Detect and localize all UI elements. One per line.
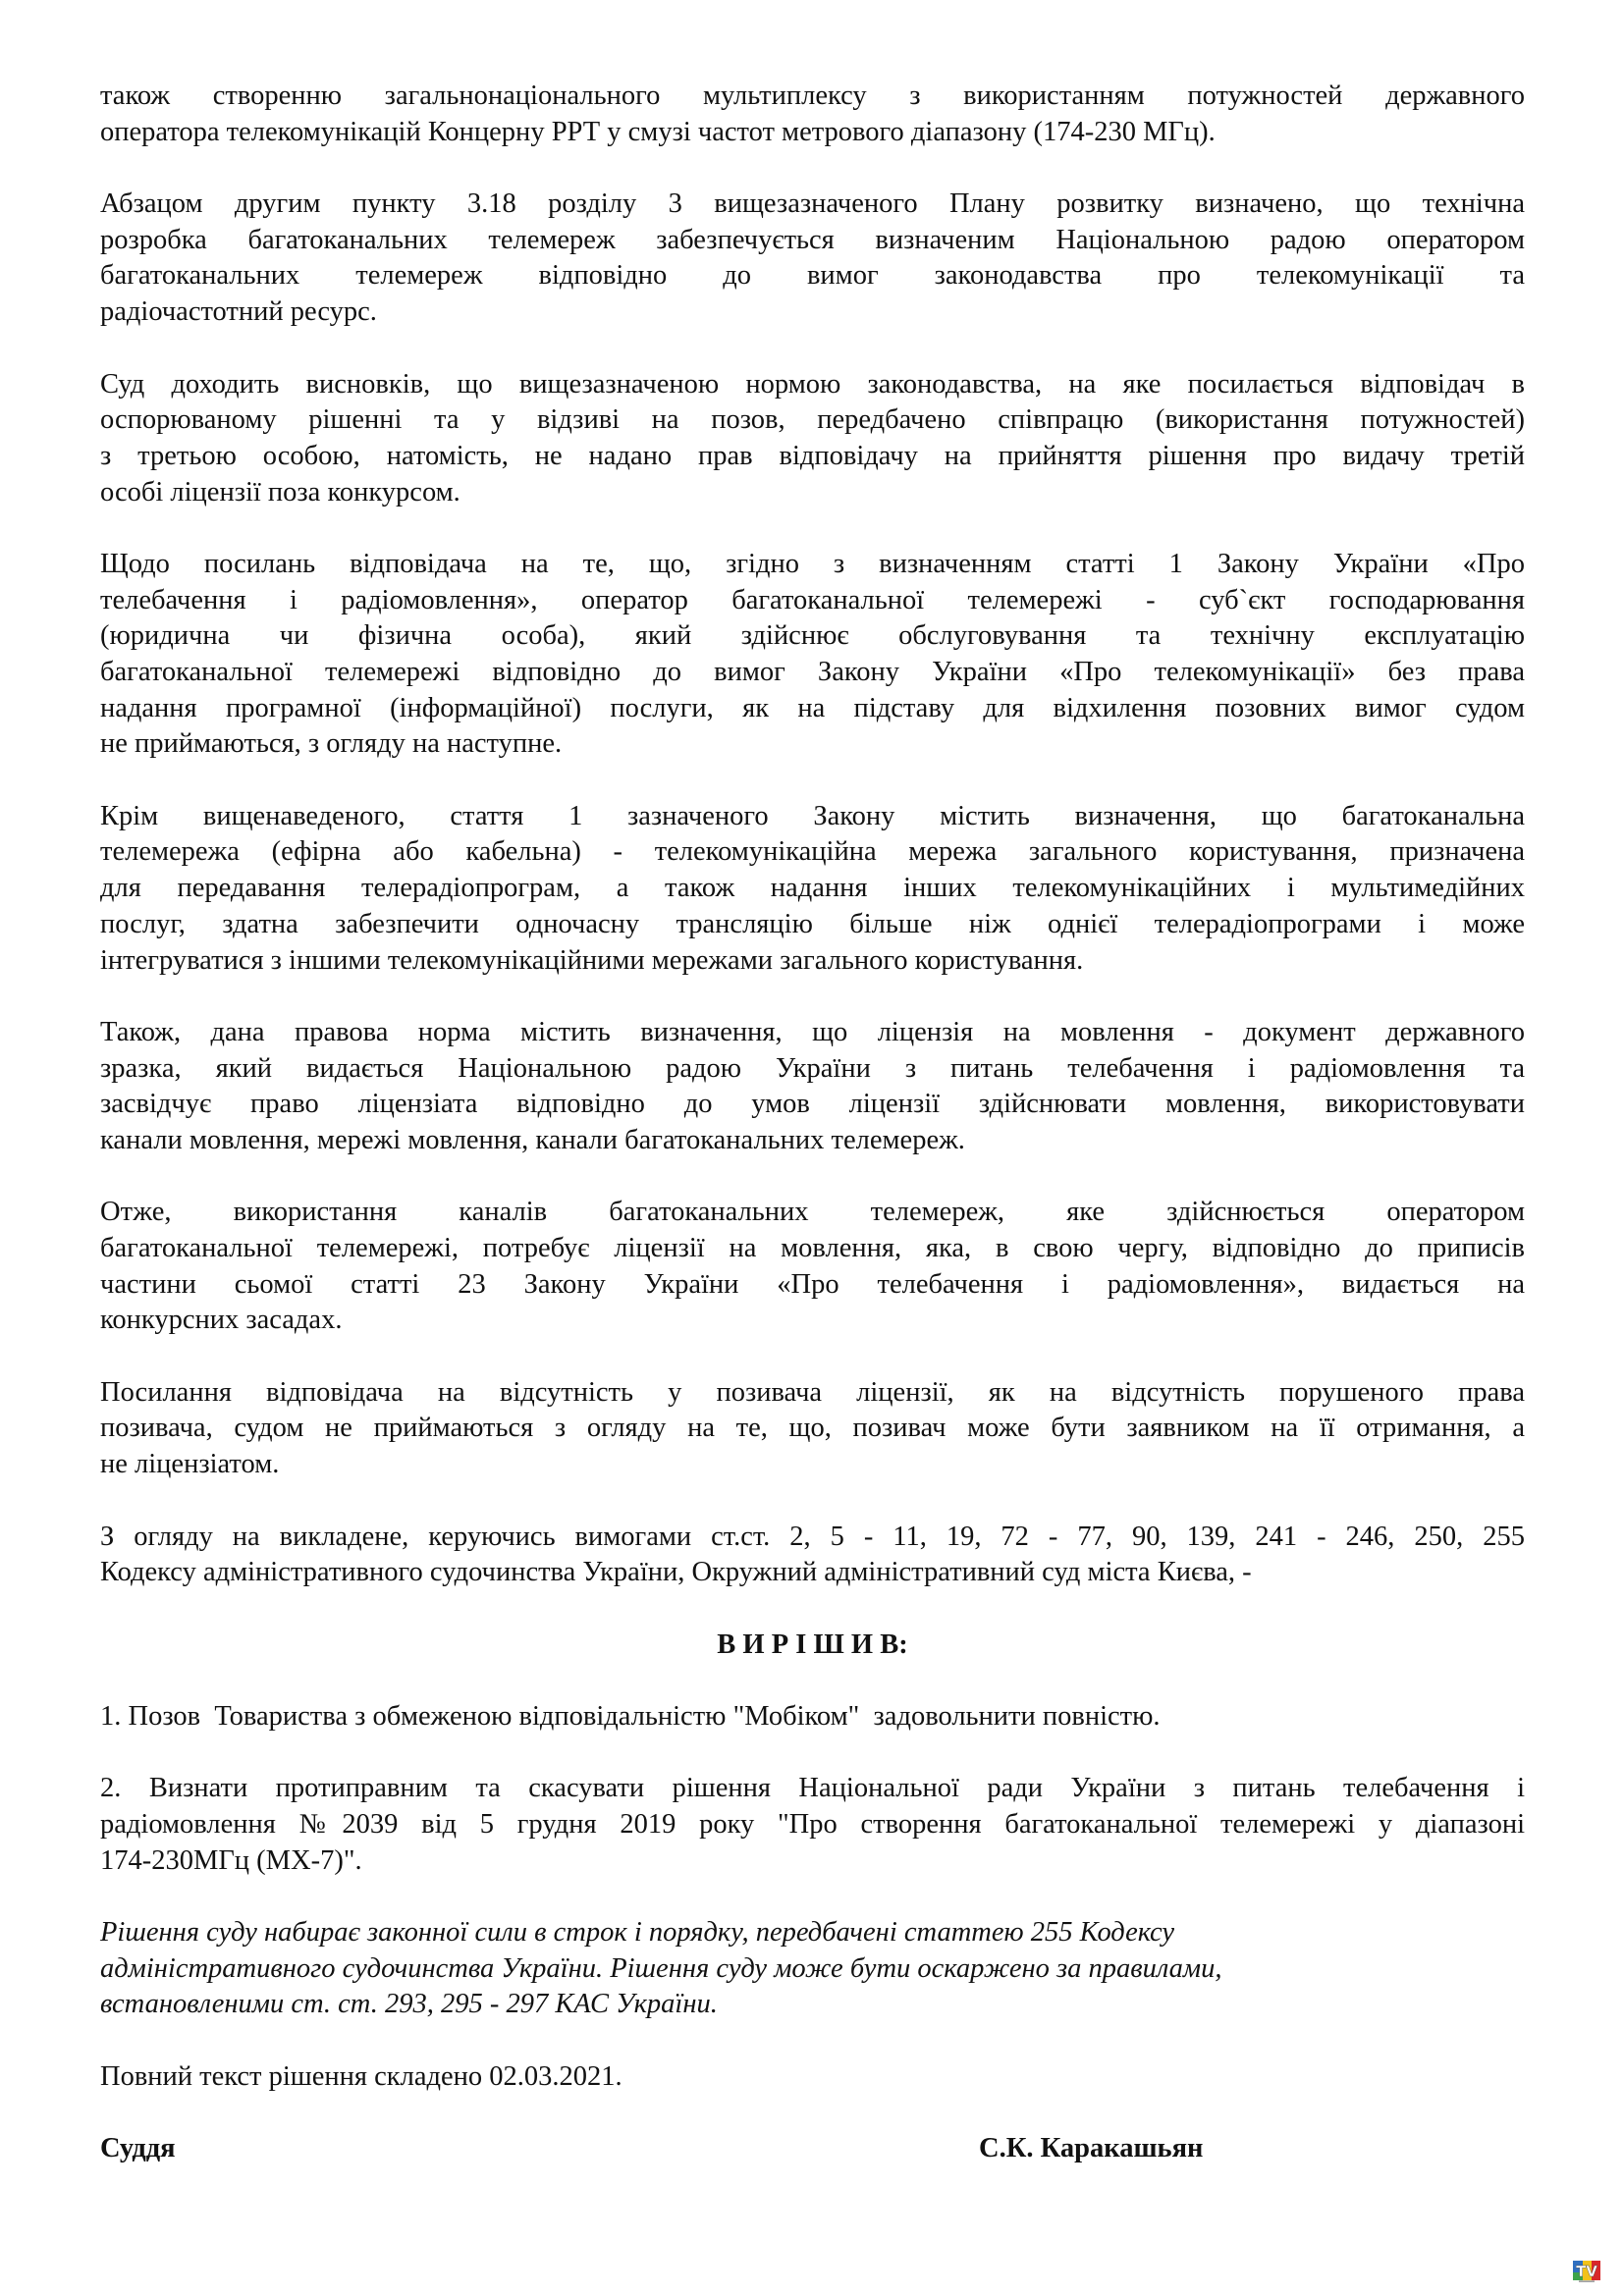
text-line: конкурсних засадах. [100,1305,343,1336]
text-line: інтегруватися з іншими телекомунікаційними мережами загального користування. [100,944,1084,976]
text-line: частини сьомої статті 23 Закону України «Про телебачення і радіомовлення», видається на [100,1268,1525,1300]
document-page [100,79,1525,2167]
paragraph [100,1195,1525,1339]
decision-heading: В И Р І Ш И В: [717,1629,908,1660]
text-line: телемережа (ефірна або кабельна) - телекомунікаційна мережа загального користування, призначена [100,836,1525,868]
text-line: радіомовлення №2039 від 5 грудня 2019 року "Про створення багатоканальної телемережі у діапазоні [100,1809,1525,1840]
text-line: Кодексу адміністративного судочинства України, Окружний адміністративний суд міста Києва, - [100,1557,1252,1588]
text-line: послуг, здатна забезпечити одночасну трансляцію більше ніж однієї телерадіопрограми і може [100,908,1525,939]
text-line: телебачення і радіомовлення», оператор багатоканальної телемережі - суб`єкт господарювання [100,584,1525,615]
text-line: особі ліцензії поза конкурсом. [100,476,460,507]
text-line: Щодо посилань відповідача на те, що, згідно з визначенням статті 1 Закону України «Про [100,548,1525,579]
paragraph [100,187,1525,331]
text-line: багатоканальної телемережі відповідно до вимог Закону України «Про телекомунікації» без права [100,657,1525,687]
legal-notice-paragraph [100,1915,1525,2023]
paragraph [100,79,1525,150]
paragraph [100,367,1525,511]
paragraph [100,1771,1525,1879]
text-line: позивача, судом не приймаються з огляду на те, що, позивач може бути заявником на її отримання, а [100,1413,1525,1444]
text-line: Суд доходить висновків, що вищезазначеною нормою законодавства, на яке посилається відповідач в [100,368,1525,400]
text-line: засвідчує право ліцензіата відповідно до умов ліцензії здійснювати мовлення, використовувати [100,1089,1525,1120]
text-line: Повний текст рішення складено 02.03.2021. [100,2060,622,2092]
text-line: Рішення суду набирає законної сили в строк і порядку, передбачені статтею 255 Кодексу [100,1917,1175,1949]
text-line: Також, дана правова норма містить визначення, що ліцензія на мовлення - документ державного [100,1016,1525,1047]
text-line: оператора телекомунікацій Концерну РРТ у смузі частот метрового діапазону (174-230 МГц). [100,116,1216,147]
paragraph [100,1015,1525,1159]
signature-block [100,2131,1525,2167]
tv-logo-icon [1573,2261,1600,2282]
text-line: 174-230МГц (МХ-7)". [100,1844,362,1876]
tv-logo-underline [1579,2281,1595,2282]
text-line: встановленими ст. ст. 293, 295 - 297 КАС України. [100,1989,718,2020]
text-line: Абзацом другим пункту 3.18 розділу 3 вищезазначеного Плану розвитку визначено, що технічна [100,188,1525,220]
paragraph [100,547,1525,763]
text-line: багатоканальної телемережі, потребує ліцензії на мовлення, яка, в свою чергу, відповідно до приписів [100,1233,1525,1263]
text-line: Отже, використання каналів багатоканальних телемереж, яке здійснюється оператором [100,1197,1525,1228]
text-line: адміністративного судочинства України. Рішення суду може бути оскаржено за правилами, [100,1952,1222,1984]
document-body [100,79,1525,1591]
text-line: не приймаються, з огляду на наступне. [100,728,563,760]
paragraph [100,2059,1525,2096]
text-line: З огляду на викладене, керуючись вимогами ст.ст. 2, 5 - 11, 19, 72 - 77, 90, 139, 241 - 246, 250, 255 [100,1521,1525,1552]
text-line: Крім вищенаведеного, стаття 1 зазначеного Закону містить визначення, що багатоканальна [100,800,1525,831]
text-line: з третьою особою, натомість, не надано прав відповідачу на прийняття рішення про видачу третій [100,440,1525,471]
text-line: Посилання відповідача на відсутність у позивача ліцензії, як на відсутність порушеного права [100,1376,1525,1408]
text-line: радіочастотний ресурс. [100,296,377,328]
text-line: оспорюваному рішенні та у відзиві на позов, передбачено співпрацю (використання потужностей) [100,404,1525,436]
text-line: багатоканальних телемереж відповідно до вимог законодавства про телекомунікації та [100,260,1525,292]
text-line: (юридична чи фізична особа), який здійснює обслуговування та технічну експлуатацію [100,620,1525,652]
text-line: для передавання телерадіопрограм, а також надання інших телекомунікаційних і мультимедійних [100,873,1525,904]
decision-rulings [100,1699,1525,2096]
text-line: 1. Позов Товариства з обмеженою відповідальністю "Мобіком" задовольнити повністю. [100,1700,1161,1732]
judge-label: Суддя [100,2133,176,2164]
paragraph [100,799,1525,979]
text-line: зразка, який видається Національною радою України з питань телебачення і радіомовлення та [100,1052,1525,1084]
text-line: також створенню загальнонаціонального мультиплексу з використанням потужностей державного [100,80,1525,111]
text-line: канали мовлення, мережі мовлення, канали багатоканальних телемереж. [100,1124,965,1155]
text-line: не ліцензіатом. [100,1449,280,1480]
text-line: 2. Визнати протиправним та скасувати рішення Національної ради України з питань телебачення і [100,1773,1525,1804]
tv-logo-text: TV [1576,2263,1597,2280]
paragraph [100,1699,1525,1735]
paragraph [100,1375,1525,1483]
paragraph [100,1520,1525,1591]
judge-name: С.К. Каракашьян [979,2133,1204,2164]
text-line: розробка багатоканальних телемереж забезпечується визначеним Національною радою оператором [100,224,1525,255]
text-line: надання програмної (інформаційної) послуги, як на підставу для відхилення позовних вимог судом [100,692,1525,723]
